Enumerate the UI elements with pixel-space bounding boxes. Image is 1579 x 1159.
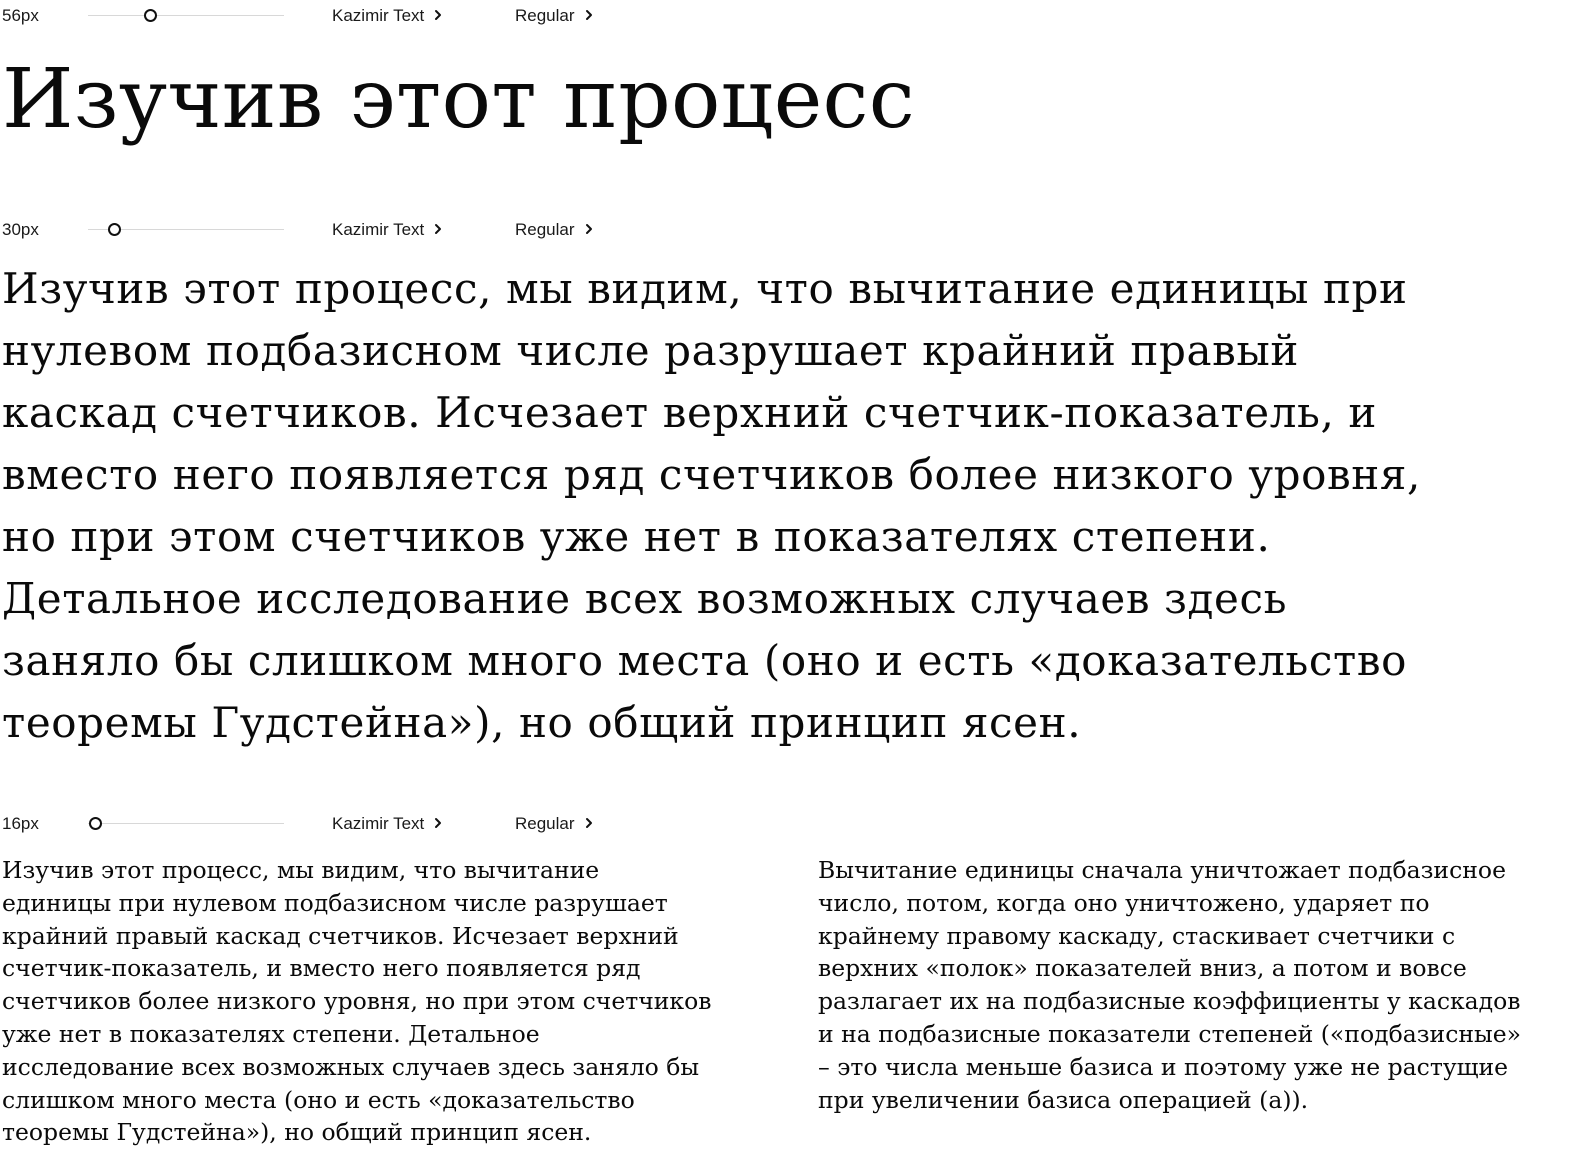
specimen-line: вместо него появляется ряд счетчиков более низкого уровня, (2, 450, 1421, 499)
specimen-text-16-left (2, 854, 712, 1149)
slider-track (88, 823, 284, 824)
specimen-line: Изучив этот процесс, мы видим, что вычитание единицы при (2, 264, 1408, 313)
specimen-line: – это числа меньше базиса и поэтому уже не растущие (818, 1052, 1509, 1081)
font-family-selector[interactable] (332, 220, 442, 241)
font-size-slider[interactable] (88, 222, 284, 238)
font-style-selector[interactable] (515, 220, 593, 241)
specimen-line: но при этом счетчиков уже нет в показателях степени. (2, 512, 1271, 561)
controls-56 (0, 4, 640, 28)
chevron-right-icon (434, 6, 442, 26)
font-family-label: Kazimir Text (332, 814, 425, 833)
specimen-line: Изучив этот процесс (2, 52, 915, 147)
specimen-line: каскад счетчиков. Исчезает верхний счетчик-показатель, и (2, 388, 1377, 437)
font-size-slider[interactable] (88, 8, 284, 24)
font-size-label: 16px (2, 814, 39, 833)
specimen-line: и на подбазисные показатели степеней («подбазисные» (818, 1019, 1522, 1048)
specimen-line: Изучив этот процесс, мы видим, что вычитание (2, 856, 600, 884)
slider-thumb[interactable] (144, 9, 157, 22)
font-style-selector[interactable] (515, 6, 593, 27)
specimen-line: счетчик-показатель, и вместо него появляется ряд (2, 954, 641, 983)
controls-30 (0, 218, 640, 242)
specimen-line: теоремы Гудстейна»), но общий принцип ясен. (2, 698, 1082, 747)
chevron-right-icon (585, 6, 593, 26)
font-size-label: 30px (2, 220, 39, 239)
specimen-line: заняло бы слишком много места (оно и есть «доказательство (2, 636, 1407, 685)
specimen-text-56 (2, 48, 915, 152)
specimen-line: верхних «полок» показателей вниз, а потом и вовсе (818, 954, 1467, 983)
chevron-right-icon (434, 220, 442, 240)
font-style-label: Regular (515, 6, 575, 25)
specimen-line: крайний правый каскад счетчиков. Исчезает верхний (2, 921, 679, 950)
specimen-line: счетчиков более низкого уровня, но при этом счетчиков (2, 987, 712, 1016)
font-family-label: Kazimir Text (332, 220, 425, 239)
specimen-line: исследование всех возможных случаев здесь заняло бы (2, 1052, 700, 1081)
chevron-right-icon (434, 814, 442, 834)
specimen-line: при увеличении базиса операцией (а)). (818, 1085, 1309, 1114)
controls-16 (0, 812, 640, 836)
slider-thumb[interactable] (89, 817, 102, 830)
font-family-selector[interactable] (332, 814, 442, 835)
specimen-line: нулевом подбазисном числе разрушает крайний правый (2, 326, 1299, 375)
specimen-line: число, потом, когда оно уничтожено, ударяет по (818, 888, 1430, 917)
font-style-label: Regular (515, 814, 575, 833)
specimen-line: слишком много места (оно и есть «доказательство (2, 1085, 635, 1114)
specimen-line: уже нет в показателях степени. Детальное (2, 1019, 540, 1048)
chevron-right-icon (585, 814, 593, 834)
chevron-right-icon (585, 220, 593, 240)
specimen-text-30 (2, 258, 1421, 754)
font-family-selector[interactable] (332, 6, 442, 27)
font-style-label: Regular (515, 220, 575, 239)
specimen-text-16-right (818, 854, 1521, 1116)
slider-thumb[interactable] (108, 223, 121, 236)
font-style-selector[interactable] (515, 814, 593, 835)
font-size-slider[interactable] (88, 816, 284, 832)
font-size-label: 56px (2, 6, 39, 25)
specimen-line: крайнему правому каскаду, стаскивает счетчики с (818, 921, 1456, 950)
specimen-line: Вычитание единицы сначала уничтожает подбазисное (818, 856, 1506, 884)
specimen-line: теоремы Гудстейна»), но общий принцип ясен. (2, 1118, 592, 1147)
specimen-line: Детальное исследование всех возможных случаев здесь (2, 574, 1288, 623)
specimen-line: единицы при нулевом подбазисном числе разрушает (2, 888, 668, 917)
specimen-line: разлагает их на подбазисные коэффициенты у каскадов (818, 987, 1521, 1016)
font-family-label: Kazimir Text (332, 6, 425, 25)
slider-track (88, 15, 284, 16)
